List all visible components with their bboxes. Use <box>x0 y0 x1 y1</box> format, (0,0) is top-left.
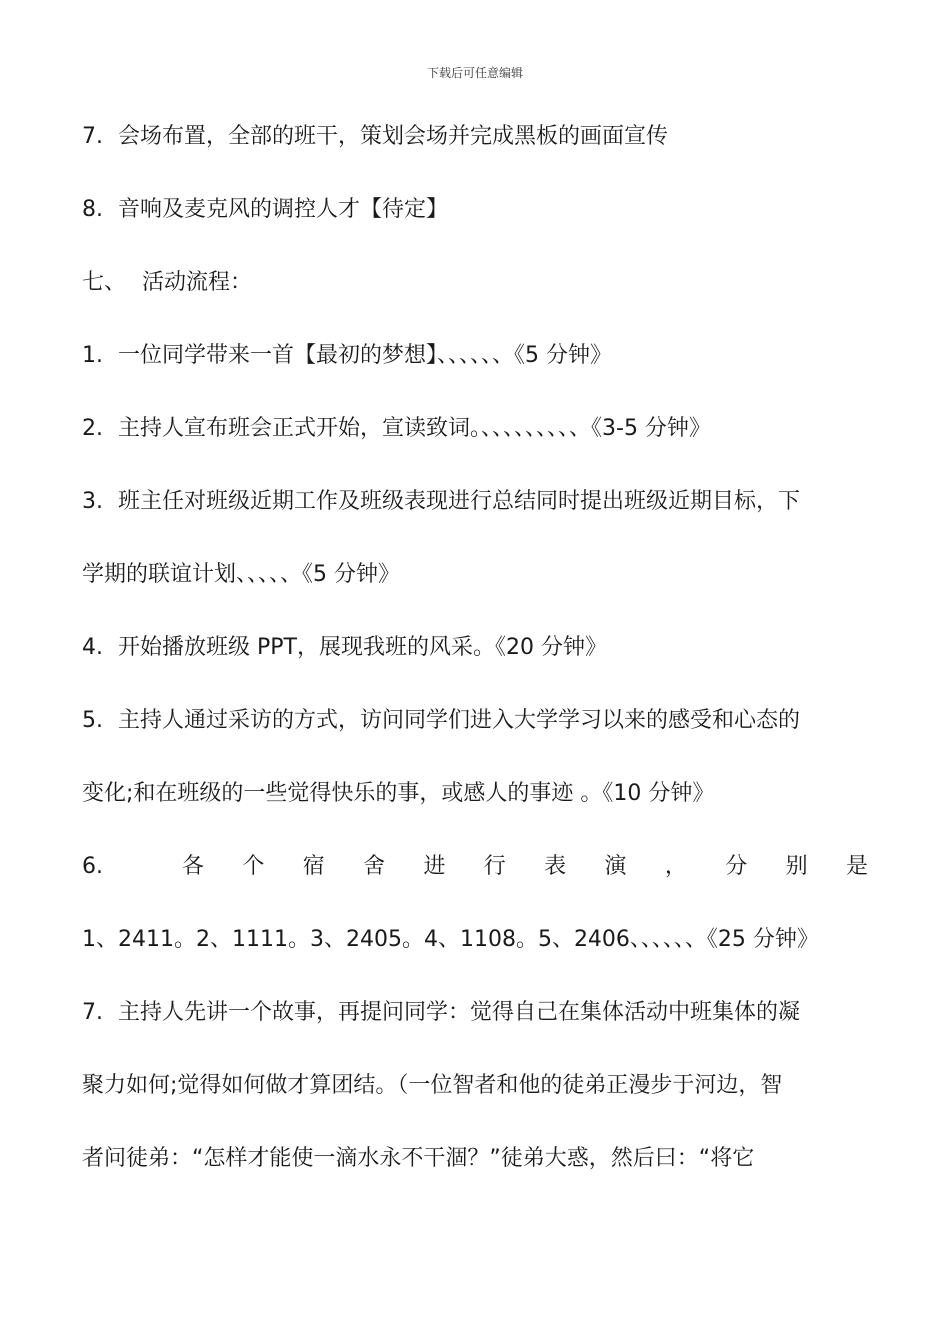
step-5 <box>82 706 868 736</box>
section-number: 七、 <box>82 270 127 295</box>
item-text-spaced <box>182 852 868 882</box>
item-8-audio <box>82 195 868 225</box>
step-6 <box>82 852 868 882</box>
step-7-continued-1 <box>82 1071 868 1101</box>
item-text: 主持人通过采访的方式，访问同学们进入大学学习以来的感受和心态的 <box>118 708 801 733</box>
item-number: 8. <box>82 197 103 222</box>
step-5-continued <box>82 779 868 809</box>
item-text: 1、2411。2、1111。3、2405。4、1108。5、2406、、、、、、《25 分钟》 <box>82 927 819 952</box>
spaced-char: 是 <box>845 854 868 879</box>
step-6-continued <box>82 925 868 955</box>
item-number: 7. <box>82 1000 103 1025</box>
item-text: 学期的联谊计划、、、、、《5 分钟》 <box>82 562 400 587</box>
spaced-char: 别 <box>785 854 808 879</box>
spaced-char: 表 <box>544 854 567 879</box>
item-text: 音响及麦克风的调控人才【待定】 <box>118 197 449 222</box>
step-3-continued <box>82 560 868 590</box>
spaced-char: 个 <box>242 854 265 879</box>
step-3 <box>82 487 868 517</box>
spaced-char: ， <box>664 854 687 879</box>
item-number: 5. <box>82 708 103 733</box>
item-number: 6. <box>82 854 103 879</box>
spaced-char: 进 <box>423 854 446 879</box>
item-number: 2. <box>82 416 103 441</box>
item-text: 者问徒弟：“怎样才能使一滴水永不干涸？”徒弟大惑，然后曰：“将它 <box>82 1146 755 1171</box>
section-title: 活动流程： <box>142 270 253 295</box>
section-heading <box>82 268 868 298</box>
item-text: 会场布置，全部的班干，策划会场并完成黑板的画面宣传 <box>118 124 669 149</box>
item-text: 一位同学带来一首【最初的梦想】、、、、、、《5 分钟》 <box>118 343 612 368</box>
item-text: 班主任对班级近期工作及班级表现进行总结同时提出班级近期目标，下 <box>118 489 801 514</box>
item-text: 开始播放班级 PPT，展现我班的风采。《20 分钟》 <box>118 635 607 660</box>
item-7-venue <box>82 122 868 152</box>
item-number: 4. <box>82 635 103 660</box>
spaced-char: 宿 <box>302 854 325 879</box>
spaced-char: 舍 <box>363 854 386 879</box>
item-text: 主持人先讲一个故事，再提问同学：觉得自己在集体活动中班集体的凝 <box>118 1000 801 1025</box>
item-number: 1. <box>82 343 103 368</box>
page-header: 下载后可任意编辑 <box>426 66 523 80</box>
item-number: 3. <box>82 489 103 514</box>
spaced-char: 行 <box>483 854 506 879</box>
step-7-continued-2 <box>82 1144 868 1174</box>
step-2 <box>82 414 868 444</box>
spaced-char: 演 <box>604 854 627 879</box>
spaced-char: 分 <box>725 854 748 879</box>
item-text: 聚力如何;觉得如何做才算团结。（一位智者和他的徒弟正漫步于河边，智 <box>82 1073 783 1098</box>
step-7 <box>82 998 868 1028</box>
spaced-char: 各 <box>182 854 205 879</box>
item-text: 变化;和在班级的一些觉得快乐的事，或感人的事迹 。《10 分钟》 <box>82 781 715 806</box>
item-text: 主持人宣布班会正式开始，宣读致词。、、、、、、、、、《3-5 分钟》 <box>118 416 711 441</box>
item-number: 7. <box>82 124 103 149</box>
step-4 <box>82 633 868 663</box>
step-1 <box>82 341 868 371</box>
